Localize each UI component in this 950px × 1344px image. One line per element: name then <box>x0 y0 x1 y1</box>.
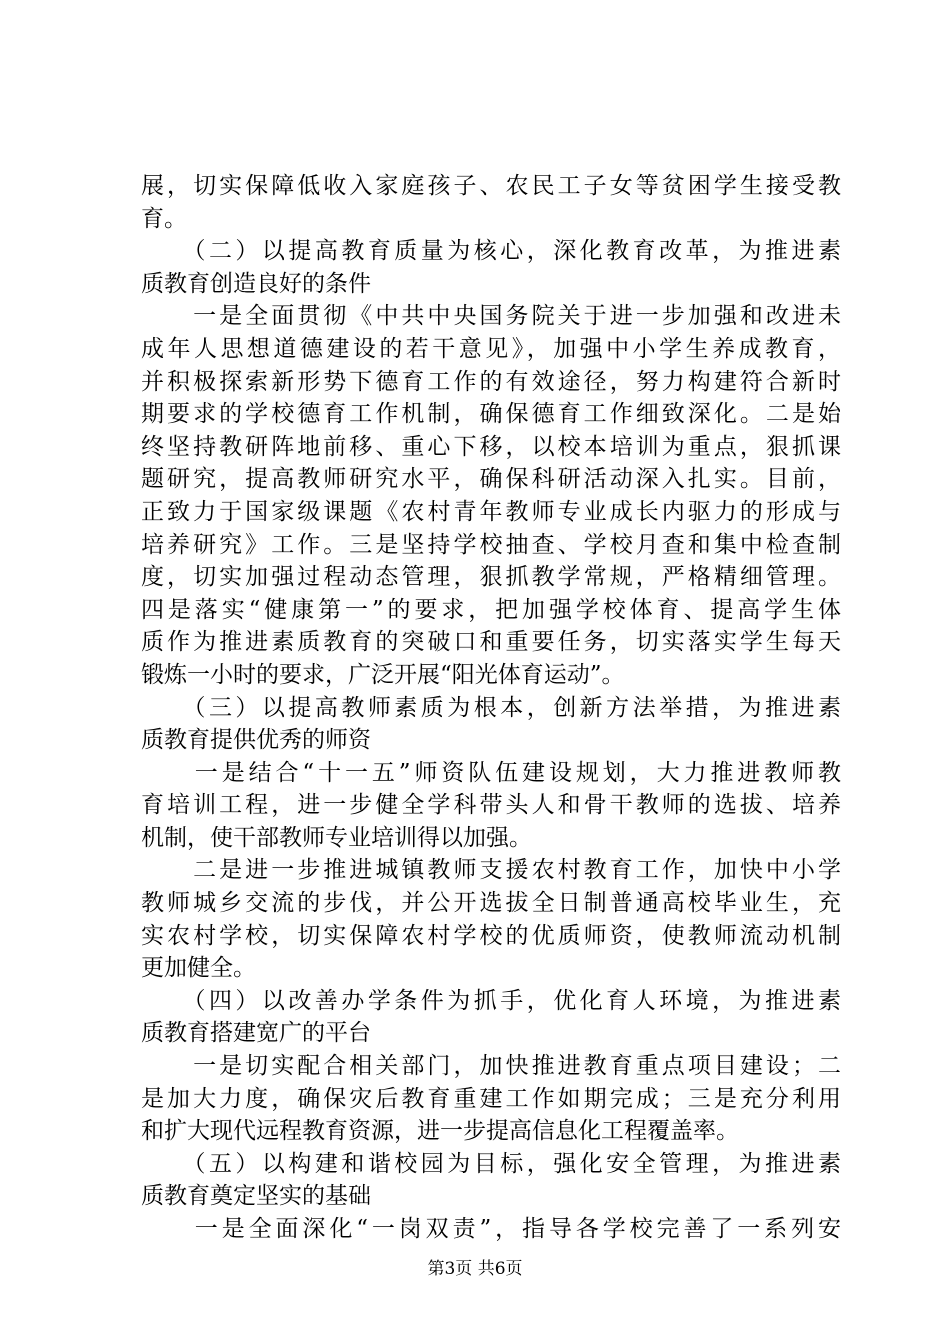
text-line: 题研究，提高教师研究水平，确保科研活动深入扎实。目前， <box>141 466 841 493</box>
document-body <box>141 170 841 1246</box>
text-line: 并积极探索新形势下德育工作的有效途径，努力构建符合新时 <box>141 368 841 395</box>
text-line: 锻炼一小时的要求，广泛开展“阳光体育运动”。 <box>141 661 625 688</box>
text-line: 一是结合“十一五”师资队伍建设规划，大力推进教师教 <box>141 759 841 786</box>
text-line: 质教育创造良好的条件 <box>141 270 371 297</box>
page-footer: 第3页 共6页 <box>427 1259 523 1279</box>
text-line: 度，切实加强过程动态管理，狠抓教学常规，严格精细管理。 <box>141 564 841 591</box>
text-line: 一是切实配合相关部门，加快推进教育重点项目建设；二 <box>141 1053 841 1080</box>
text-line: 成年人思想道德建设的若干意见》，加强中小学生养成教育， <box>141 335 841 362</box>
text-line: （四）以改善办学条件为抓手，优化育人环境，为推进素 <box>141 987 841 1014</box>
text-line: 期要求的学校德育工作机制，确保德育工作细致深化。二是始 <box>141 401 841 428</box>
text-line: 和扩大现代远程教育资源，进一步提高信息化工程覆盖率。 <box>141 1118 739 1145</box>
text-line: 一是全面深化“一岗双责”，指导各学校完善了一系列安 <box>141 1216 841 1242</box>
text-line: 四是落实“健康第一”的要求，把加强学校体育、提高学生体 <box>141 596 841 623</box>
text-line: 质教育搭建宽广的平台 <box>141 1020 371 1047</box>
text-line: 实农村学校，切实保障农村学校的优质师资，使教师流动机制 <box>141 922 841 949</box>
text-line: 育培训工程，进一步健全学科带头人和骨干教师的选拔、培养 <box>141 792 841 819</box>
text-line: 质教育奠定坚实的基础 <box>141 1183 371 1210</box>
text-line: 机制，使干部教师专业培训得以加强。 <box>141 824 532 851</box>
text-line: （三）以提高教师素质为根本，创新方法举措，为推进素 <box>141 694 841 721</box>
text-line: 一是全面贯彻《中共中央国务院关于进一步加强和改进未 <box>141 303 841 330</box>
text-line: 二是进一步推进城镇教师支援农村教育工作，加快中小学 <box>141 857 841 884</box>
text-line: （二）以提高教育质量为核心，深化教育改革，为推进素 <box>141 238 841 265</box>
text-line: 是加大力度，确保灾后教育重建工作如期完成；三是充分利用 <box>141 1085 841 1112</box>
text-line: 育。 <box>141 205 187 232</box>
text-line: 更加健全。 <box>141 955 256 982</box>
text-line: 正致力于国家级课题《农村青年教师专业成长内驱力的形成与 <box>141 498 841 525</box>
text-line: （五）以构建和谐校园为目标，强化安全管理，为推进素 <box>141 1150 841 1177</box>
text-line: 教师城乡交流的步伐，并公开选拔全日制普通高校毕业生，充 <box>141 890 841 917</box>
text-line: 展，切实保障低收入家庭孩子、农民工子女等贫困学生接受教 <box>141 173 841 199</box>
text-line: 质教育提供优秀的师资 <box>141 727 371 754</box>
text-line: 质作为推进素质教育的突破口和重要任务，切实落实学生每天 <box>141 629 841 656</box>
text-line: 培养研究》工作。三是坚持学校抽查、学校月查和集中检查制 <box>141 531 841 558</box>
text-line: 终坚持教研阵地前移、重心下移，以校本培训为重点，狠抓课 <box>141 433 841 460</box>
